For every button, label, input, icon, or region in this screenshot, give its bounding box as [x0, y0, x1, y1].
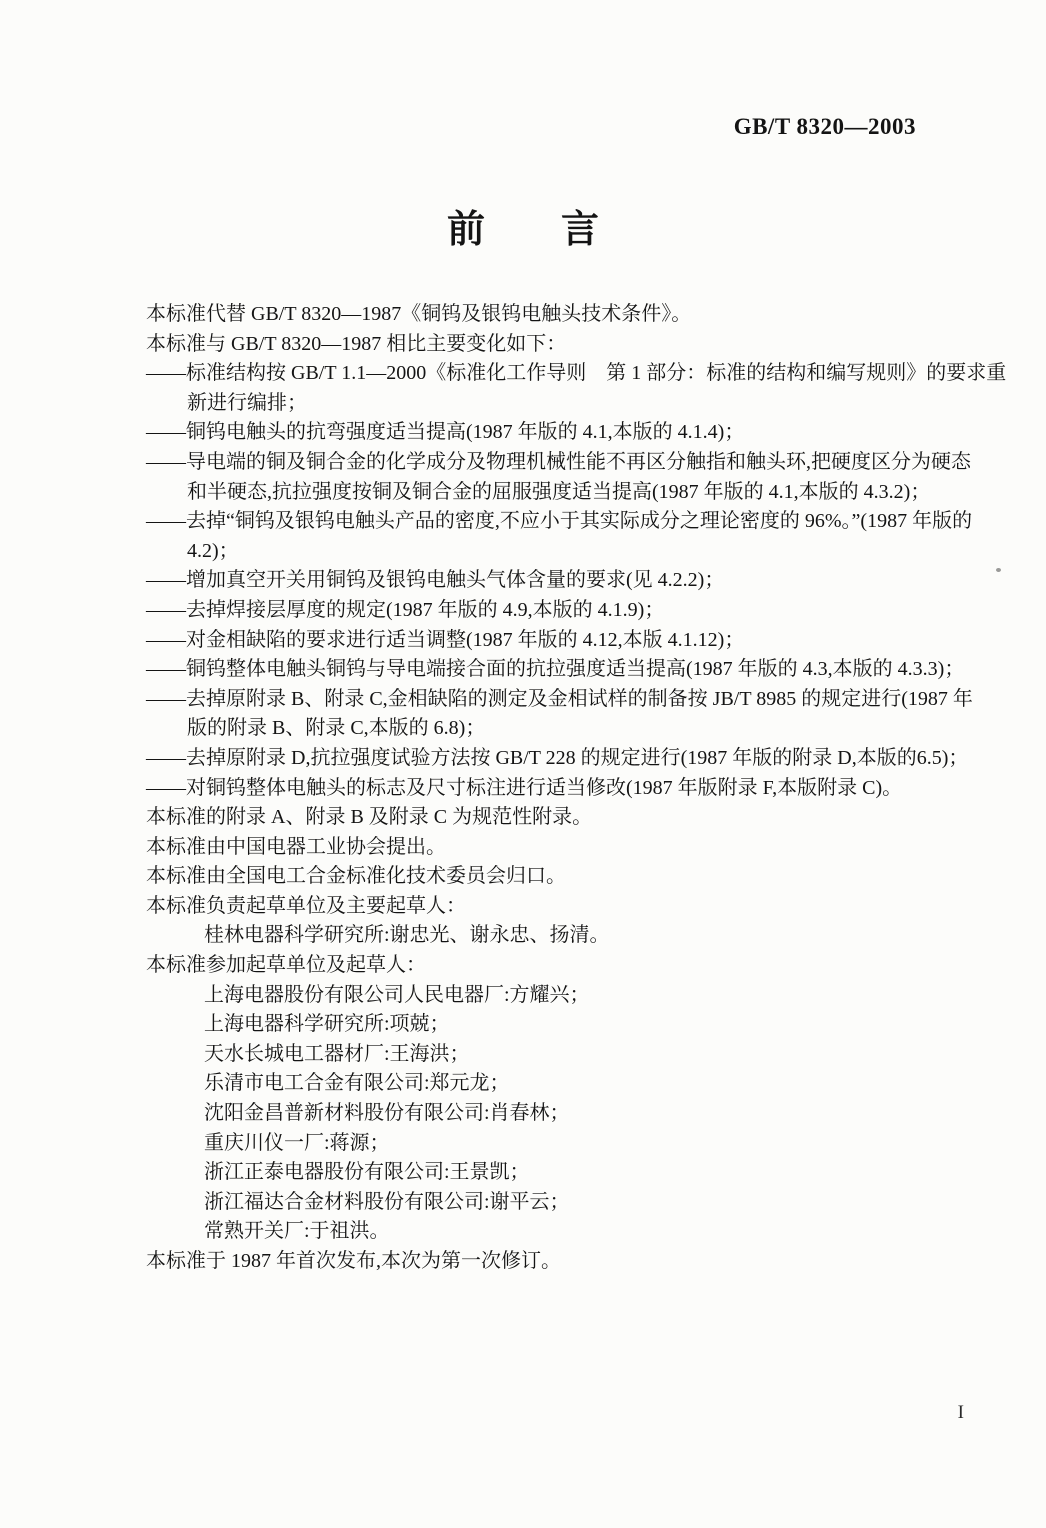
text-line: ——对金相缺陷的要求进行适当调整(1987 年版的 4.12,本版 4.1.12)； — [146, 628, 745, 651]
text-line: 本标准代替 GB/T 8320—1987《铜钨及银钨电触头技术条件》。 — [146, 303, 692, 325]
text-line: 浙江福达合金材料股份有限公司:谢平云； — [204, 1190, 570, 1213]
text-line: 新进行编排； — [187, 391, 307, 414]
text-line: 本标准由全国电工合金标准化技术委员会归口。 — [146, 865, 566, 888]
text-line: 本标准负责起草单位及主要起草人： — [146, 894, 466, 917]
text-line: 本标准参加起草单位及起草人： — [146, 954, 426, 977]
text-line: 乐清市电工合金有限公司:郑元龙； — [204, 1072, 510, 1095]
text-line: ——去掉“铜钨及银钨电触头产品的密度,不应小于其实际成分之理论密度的 96%。”(1987 年版的 — [146, 510, 973, 533]
text-line: ——去掉焊接层厚度的规定(1987 年版的 4.9,本版的 4.1.9)； — [146, 598, 665, 621]
text-line: 版的附录 B、附录 C,本版的 6.8)； — [187, 717, 486, 740]
text-line: ——增加真空开关用铜钨及银钨电触头气体含量的要求(见 4.2.2)； — [146, 569, 725, 592]
text-line: 本标准与 GB/T 8320—1987 相比主要变化如下： — [146, 332, 567, 355]
text-line: 重庆川仪一厂:蒋源； — [204, 1131, 390, 1154]
text-line: 沈阳金昌普新材料股份有限公司:肖春林； — [204, 1102, 570, 1125]
text-line: 常熟开关厂:于祖洪。 — [204, 1220, 390, 1243]
text-line: 4.2)； — [187, 539, 239, 562]
text-line: 桂林电器科学研究所:谢忠光、谢永忠、扬清。 — [204, 924, 610, 947]
text-line: ——去掉原附录 B、附录 C,金相缺陷的测定及金相试样的制备按 JB/T 8985 的规定进行(1987 年 — [146, 687, 973, 710]
text-line: ——铜钨电触头的抗弯强度适当提高(1987 年版的 4.1,本版的 4.1.4)； — [146, 421, 745, 444]
text-line: 天水长城电工器材厂:王海洪； — [204, 1042, 470, 1065]
page-title: 前 言 — [446, 209, 599, 251]
text-line: 本标准由中国电器工业协会提出。 — [146, 835, 446, 858]
text-line: ——导电端的铜及铜合金的化学成分及物理机械性能不再区分触指和触头环,把硬度区分为硬态 — [146, 450, 971, 473]
scan-artifact-dot — [996, 568, 1001, 572]
page-number: I — [957, 1402, 964, 1423]
text-line: ——去掉原附录 D,抗拉强度试验方法按 GB/T 228 的规定进行(1987 年版的附录 D,本版的6.5)； — [146, 746, 969, 769]
text-line: 浙江正泰电器股份有限公司:王景凯； — [204, 1161, 530, 1184]
text-line: 本标准的附录 A、附录 B 及附录 C 为规范性附录。 — [146, 806, 593, 829]
text-line: ——标准结构按 GB/T 1.1—2000《标准化工作导则 第 1 部分：标准的结构和编写规则》的要求重 — [146, 362, 1007, 385]
standard-code: GB/T 8320—2003 — [733, 114, 916, 139]
text-line: 和半硬态,抗拉强度按铜及铜合金的屈服强度适当提高(1987 年版的 4.1,本版的 4.3.2)； — [187, 480, 931, 503]
foreword-body — [146, 300, 1007, 1277]
text-line: 本标准于 1987 年首次发布,本次为第一次修订。 — [146, 1250, 561, 1272]
text-line: ——对铜钨整体电触头的标志及尺寸标注进行适当修改(1987 年版附录 F,本版附录 C)。 — [146, 776, 903, 799]
text-line: 上海电器科学研究所:项兢； — [204, 1013, 450, 1036]
text-line: 上海电器股份有限公司人民电器厂:方耀兴； — [204, 983, 590, 1006]
text-line: ——铜钨整体电触头铜钨与导电端接合面的抗拉强度适当提高(1987 年版的 4.3,本版的 4.3.3)； — [146, 658, 965, 681]
